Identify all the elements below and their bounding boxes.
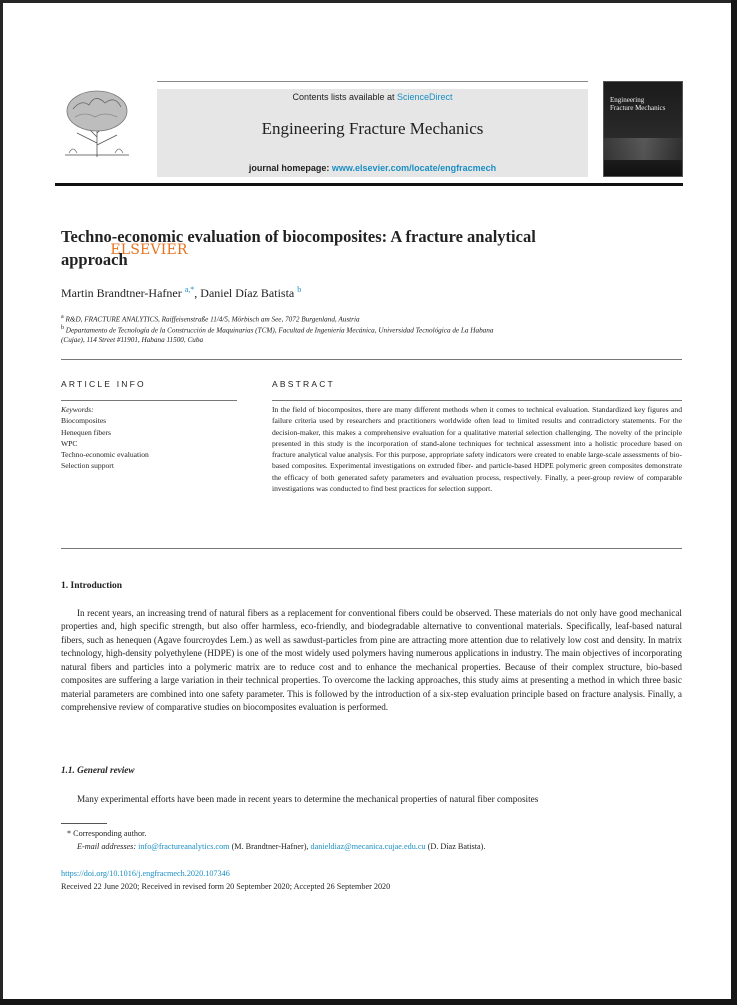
author-separator: , <box>194 286 201 300</box>
abstract-text: In the field of biocomposites, there are many different methods when it comes to technical evaluation. Standardized key figures and failure criteria used by researchers and practitioners worldwide often lead to limited results and contradictory statements. For the decision-maker, this makes a comprehensive evaluation for a qualitative material selection challenging. The novelty of the principle presented in this study is the incorporation of stand-alone techniques for technical assessment into a holistic procedure based on fracture analytical value analysis. For this purpose, appropriate safety indicators were created to enable large-scale assessments of bio-based composites. Experimental investigations on extruded fiber- and particle-based HDPE polymeric green composites demonstrate the efficacy of both generated safety parameters and evaluation process, respectively. Finally, a peer-group review of comparable investigations was conducted to find best practices for selection support. <box>272 405 682 494</box>
email-addresses-note <box>77 841 677 853</box>
article-title: Techno-economic evaluation of biocomposites: A fracture analytical approach <box>61 227 536 269</box>
footnote-rule <box>61 823 107 824</box>
author-affiliation-marker[interactable]: b <box>297 285 302 294</box>
article-info-rule <box>61 400 237 401</box>
cover-title-line-2: Fracture Mechanics <box>610 104 666 112</box>
author-name[interactable]: Martin Brandtner-Hafner <box>61 286 182 300</box>
corresponding-author-note: * Corresponding author. <box>67 829 147 838</box>
elsevier-tree-icon <box>55 87 139 159</box>
keyword-item: Techno-economic evaluation <box>61 450 149 460</box>
sciencedirect-link[interactable]: ScienceDirect <box>397 92 453 102</box>
keyword-item: WPC <box>61 438 78 448</box>
contents-line <box>157 92 588 102</box>
received-dates: Received 22 June 2020; Received in revised form 20 September 2020; Accepted 26 September 2020 <box>61 882 391 891</box>
keywords-block <box>61 404 241 472</box>
author-list <box>61 285 621 301</box>
affiliation-b-continued: (Cujae), 114 Street #11901, Habana 11500, Cuba <box>61 336 204 344</box>
affiliation-marker: b <box>61 325 64 331</box>
header-thick-rule <box>55 183 683 186</box>
abstract-bottom-rule <box>61 548 682 549</box>
cover-title-line-1: Engineering <box>610 96 645 104</box>
affiliation-marker: a <box>61 314 64 320</box>
general-review-paragraph: Many experimental efforts have been made in recent years to determine the mechanical properties of natural fiber composites <box>77 794 539 804</box>
journal-cover-thumbnail[interactable] <box>603 81 683 177</box>
contents-prefix: Contents lists available at <box>292 92 398 102</box>
keywords-label: Keywords: <box>61 405 94 414</box>
journal-title: Engineering Fracture Mechanics <box>261 119 484 138</box>
keyword-item: Biocomposites <box>61 416 107 426</box>
email-owner: (D. Díaz Batista). <box>425 842 486 851</box>
affiliation-text: Departamento de Tecnología de la Construcción de Maquinarias (TCM), Facultad de Ingeniería Mecánica, Universidad Tecnológica de La Habana <box>65 326 494 335</box>
homepage-prefix: journal homepage: <box>248 163 332 173</box>
email-owner: (M. Brandtner-Hafner), <box>229 842 311 851</box>
email-link[interactable]: danieldiaz@mecanica.cujae.edu.cu <box>310 842 426 851</box>
affiliation-rule <box>61 359 682 360</box>
viewer-background-bottom <box>0 999 737 1005</box>
article-info-heading: ARTICLE INFO <box>61 379 146 389</box>
affiliation-text: R&D, FRACTURE ANALYTICS, Raiffeisenstraße 11/4/5, Mörbisch am See, 7072 Burgenland, Austria <box>65 315 360 324</box>
homepage-line <box>157 163 588 173</box>
abstract-heading: ABSTRACT <box>272 379 335 389</box>
email-link[interactable]: info@fractureanalytics.com <box>138 842 230 851</box>
email-label: E-mail addresses: <box>77 842 137 851</box>
intro-paragraph: In recent years, an increasing trend of natural fibers as a replacement for conventional fibers could be observed. These materials do not only have good mechanical properties and, high specific strength, but also offer harmless, eco-friendly, and biodegradable alternative to conventional materials. Specifically, leaf-based natural fibers, such as henequen (Agave fourcroydes Lem.) as well as sawdust-particles from pine are attracting more attention due to relatively low cost and density. In matrix technology, high-density polyethylene (HDPE) is one of the most widely used polymers having numerous applications in industry. The main objectives of incorporating natural fibers and particles into a polymeric matrix are to reduce cost and to enhance the mechanical properties. Because of their complex structure, bio-based composites are suffering a large variation in their technical properties. To overcome the lacking approaches, this study aims at presenting a method in which three basic material parameters are combined into one safety parameter. This is followed by the introduction of a six-step evaluation principle based on fracture analysis. Finally, a comprehensive review of comparative studies on biocomposites evaluation is performed. <box>61 608 682 713</box>
journal-header-box <box>157 89 588 177</box>
doi-link[interactable]: https://doi.org/10.1016/j.engfracmech.2020.107346 <box>61 869 230 878</box>
keyword-item: Selection support <box>61 461 114 471</box>
keyword-item: Henequen fibers <box>61 427 111 437</box>
elsevier-tree-logo <box>55 87 188 258</box>
abstract-rule <box>272 400 682 401</box>
section-title-introduction: 1. Introduction <box>61 581 123 591</box>
journal-homepage-link[interactable]: www.elsevier.com/locate/engfracmech <box>331 163 497 173</box>
elsevier-wordmark: ELSEVIER <box>110 242 188 258</box>
author-name[interactable]: Daniel Díaz Batista <box>200 286 295 300</box>
cover-title <box>610 96 680 112</box>
cover-graphic <box>604 138 683 160</box>
subsection-title-general-review: 1.1. General review <box>61 765 135 775</box>
header-top-rule <box>157 81 588 82</box>
viewer-background-right <box>731 0 737 1005</box>
article-page <box>3 3 731 999</box>
author-affiliation-marker[interactable]: a,* <box>184 285 195 294</box>
